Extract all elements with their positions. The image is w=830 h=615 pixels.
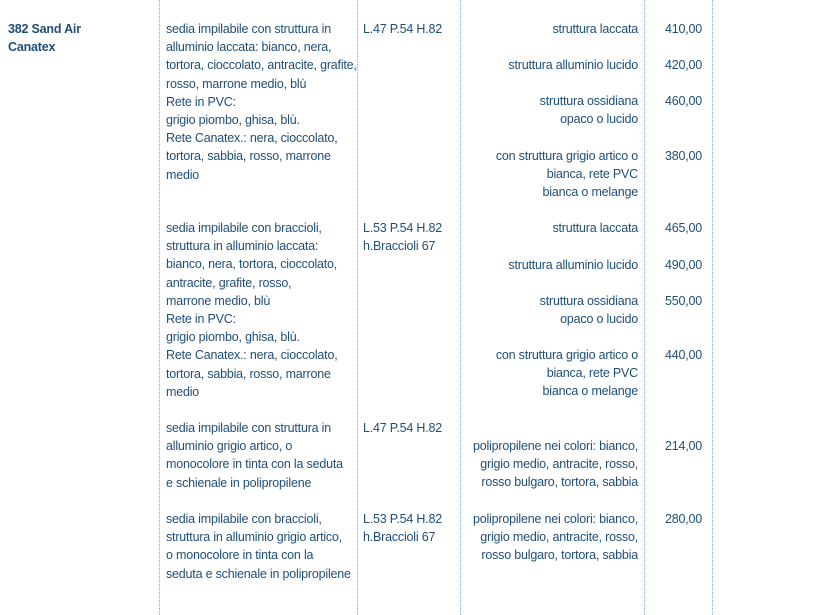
product-name-line: Canatex: [8, 40, 56, 55]
description-line: o monocolore in tinta con la: [166, 548, 314, 563]
description-line: marrone medio, blù: [166, 293, 271, 308]
description-line: rosso, marrone medio, blù: [166, 76, 307, 91]
row-2-dimensions: [363, 419, 442, 437]
row-1-price-3: 440,00: [664, 348, 702, 362]
finish-line: bianca, rete PVC: [546, 167, 638, 182]
description-line: Rete in PVC:: [166, 94, 236, 109]
row-3-price-0: 280,00: [664, 512, 702, 526]
description-line: Rete in PVC:: [166, 312, 236, 327]
finish-line: struttura alluminio lucido: [508, 258, 638, 272]
column-divider: [644, 0, 645, 615]
product-name: [8, 20, 81, 56]
finish-line: rosso bulgaro, tortora, sabbia: [481, 475, 638, 490]
row-0-finish-3: [496, 147, 638, 202]
column-divider: [357, 0, 358, 615]
row-0-price-2: 460,00: [664, 94, 702, 108]
description-line: sedia impilabile con braccioli,: [166, 221, 322, 235]
description-line: medio: [166, 167, 200, 182]
row-2-price-0: 214,00: [664, 439, 702, 453]
finish-line: con struttura grigio artico o: [495, 149, 638, 163]
description-line: sedia impilabile con struttura in: [166, 421, 332, 435]
description-line: tortora, sabbia, rosso, marrone: [166, 149, 331, 164]
dimensions-line: L.53 P.54 H.82: [363, 221, 442, 235]
description-line: tortora, sabbia, rosso, marrone: [166, 366, 331, 381]
description-line: seduta e schienale in polipropilene: [166, 566, 351, 581]
row-1-finish-3: [496, 346, 638, 401]
row-3-description: [166, 510, 351, 583]
finish-line: struttura ossidiana: [539, 94, 638, 108]
row-1-finish-0: [552, 219, 638, 237]
finish-line: struttura laccata: [552, 22, 638, 36]
dimensions-line: L.53 P.54 H.82: [363, 512, 442, 526]
description-line: sedia impilabile con braccioli,: [166, 512, 322, 526]
finish-line: rosso bulgaro, tortora, sabbia: [481, 548, 638, 563]
finish-line: con struttura grigio artico o: [495, 348, 638, 362]
finish-line: bianca o melange: [542, 185, 638, 200]
row-0-finish-2: [540, 92, 638, 128]
row-0-description: [166, 20, 357, 184]
dimensions-line: h.Braccioli 67: [363, 530, 436, 545]
finish-line: struttura alluminio lucido: [508, 58, 638, 72]
description-line: Rete Canatex.: nera, cioccolato,: [166, 348, 338, 363]
product-name-line: 382 Sand Air: [8, 22, 81, 36]
row-0-finish-1: [508, 56, 638, 74]
finish-line: opaco o lucido: [560, 312, 638, 327]
column-divider: [460, 0, 461, 615]
description-line: alluminio grigio artico, o: [166, 439, 293, 454]
row-2-description: [166, 419, 343, 492]
row-0-price-3: 380,00: [664, 149, 702, 163]
column-divider: [712, 0, 713, 615]
dimensions-line: L.47 P.54 H.82: [363, 22, 442, 36]
row-0-finish-0: [552, 20, 638, 38]
row-0-price-1: 420,00: [664, 58, 702, 72]
description-line: bianco, nera, tortora, cioccolato,: [166, 257, 338, 272]
row-1-description: [166, 219, 337, 401]
description-line: grigio piombo, ghisa, blù.: [166, 330, 300, 345]
description-line: alluminio laccata: bianco, nera,: [166, 40, 332, 55]
row-1-dimensions: [363, 219, 442, 255]
column-divider: [159, 0, 160, 615]
finish-line: polipropilene nei colori: bianco,: [472, 439, 638, 453]
row-1-finish-1: [508, 256, 638, 274]
description-line: Rete Canatex.: nera, cioccolato,: [166, 131, 338, 146]
dimensions-line: L.47 P.54 H.82: [363, 421, 442, 435]
description-line: sedia impilabile con struttura in: [166, 22, 332, 36]
row-1-price-0: 465,00: [664, 221, 702, 235]
description-line: antracite, grafite, rosso,: [166, 275, 292, 290]
row-1-price-2: 550,00: [664, 294, 702, 308]
dimensions-line: h.Braccioli 67: [363, 239, 436, 254]
finish-line: grigio medio, antracite, rosso,: [480, 530, 638, 545]
finish-line: bianca, rete PVC: [546, 366, 638, 381]
description-line: tortora, cioccolato, antracite, grafite,: [166, 58, 357, 73]
row-0-dimensions: [363, 20, 442, 38]
finish-line: opaco o lucido: [560, 112, 638, 127]
finish-line: bianca o melange: [542, 384, 638, 399]
finish-line: polipropilene nei colori: bianco,: [472, 512, 638, 526]
description-line: monocolore in tinta con la seduta: [166, 457, 343, 472]
description-line: medio: [166, 384, 200, 399]
description-line: struttura in alluminio laccata:: [166, 239, 319, 254]
row-1-price-1: 490,00: [664, 258, 702, 272]
finish-line: struttura laccata: [552, 221, 638, 235]
finish-line: struttura ossidiana: [539, 294, 638, 308]
description-line: e schienale in polipropilene: [166, 475, 312, 490]
row-2-finish-0: [473, 437, 638, 492]
row-0-price-0: 410,00: [664, 22, 702, 36]
row-3-finish-0: [473, 510, 638, 565]
description-line: struttura in alluminio grigio artico,: [166, 530, 343, 545]
finish-line: grigio medio, antracite, rosso,: [480, 457, 638, 472]
row-3-dimensions: [363, 510, 442, 546]
description-line: grigio piombo, ghisa, blù.: [166, 113, 300, 128]
row-1-finish-2: [540, 292, 638, 328]
